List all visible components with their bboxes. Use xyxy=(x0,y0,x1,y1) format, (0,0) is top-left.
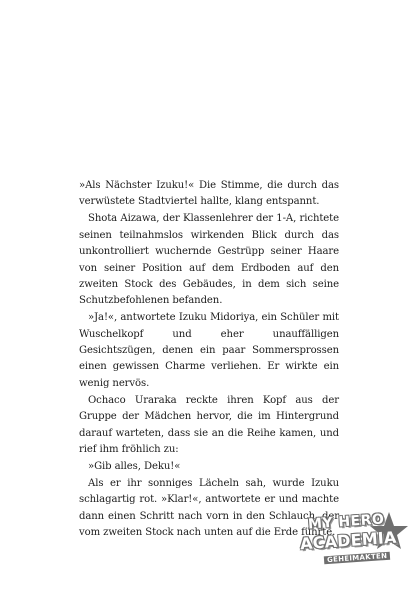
series-logo xyxy=(294,504,411,600)
paragraph: »Ja!«, antwortete Izuku Midoriya, ein Schüler mit Wuschelkopf und eher unauffälligen Gesichtszügen, denen ein paar Sommersprossen einen gewissen Charme verliehen. Er wirkte ein wenig nervös. xyxy=(79,312,339,389)
text-block xyxy=(79,178,339,541)
logo-text-line: ACADEMIA xyxy=(299,527,398,554)
paragraph: »Als Nächster Izuku!« Die Stimme, die durch das verwüstete Stadtviertel hallte, klang entspannt. xyxy=(79,180,339,208)
paragraph: Als er ihr sonniges Lächeln sah, wurde Izuku schlagartig rot. »Klar!«, antwortete er und machte dann einen Schritt nach vorn in den Schlauch, der vom zweiten Stock nach unten auf die Erde führte. xyxy=(79,477,339,539)
paragraph: Ochaco Uraraka reckte ihren Kopf aus der Gruppe der Mädchen hervor, die im Hintergrund darauf warteten, dass sie an die Reihe kamen, und rief ihm fröhlich zu: xyxy=(79,394,339,455)
paragraph: Shota Aizawa, der Klassenlehrer der 1-A, richtete seinen teilnahmslos wirkenden Blick durch das unkontrolliert wuchernde Gestrüpp seiner Haare von seiner Position auf dem Erdboden auf den zweiten Stock des Gebäudes, in dem sich seine Schutzbefohlenen befanden. xyxy=(79,213,339,307)
paragraph: »Gib alles, Deku!« xyxy=(88,460,181,472)
logo-text-line: MY HERO xyxy=(307,511,385,533)
logo-subtitle: GEHEIMAKTEN xyxy=(324,552,391,565)
